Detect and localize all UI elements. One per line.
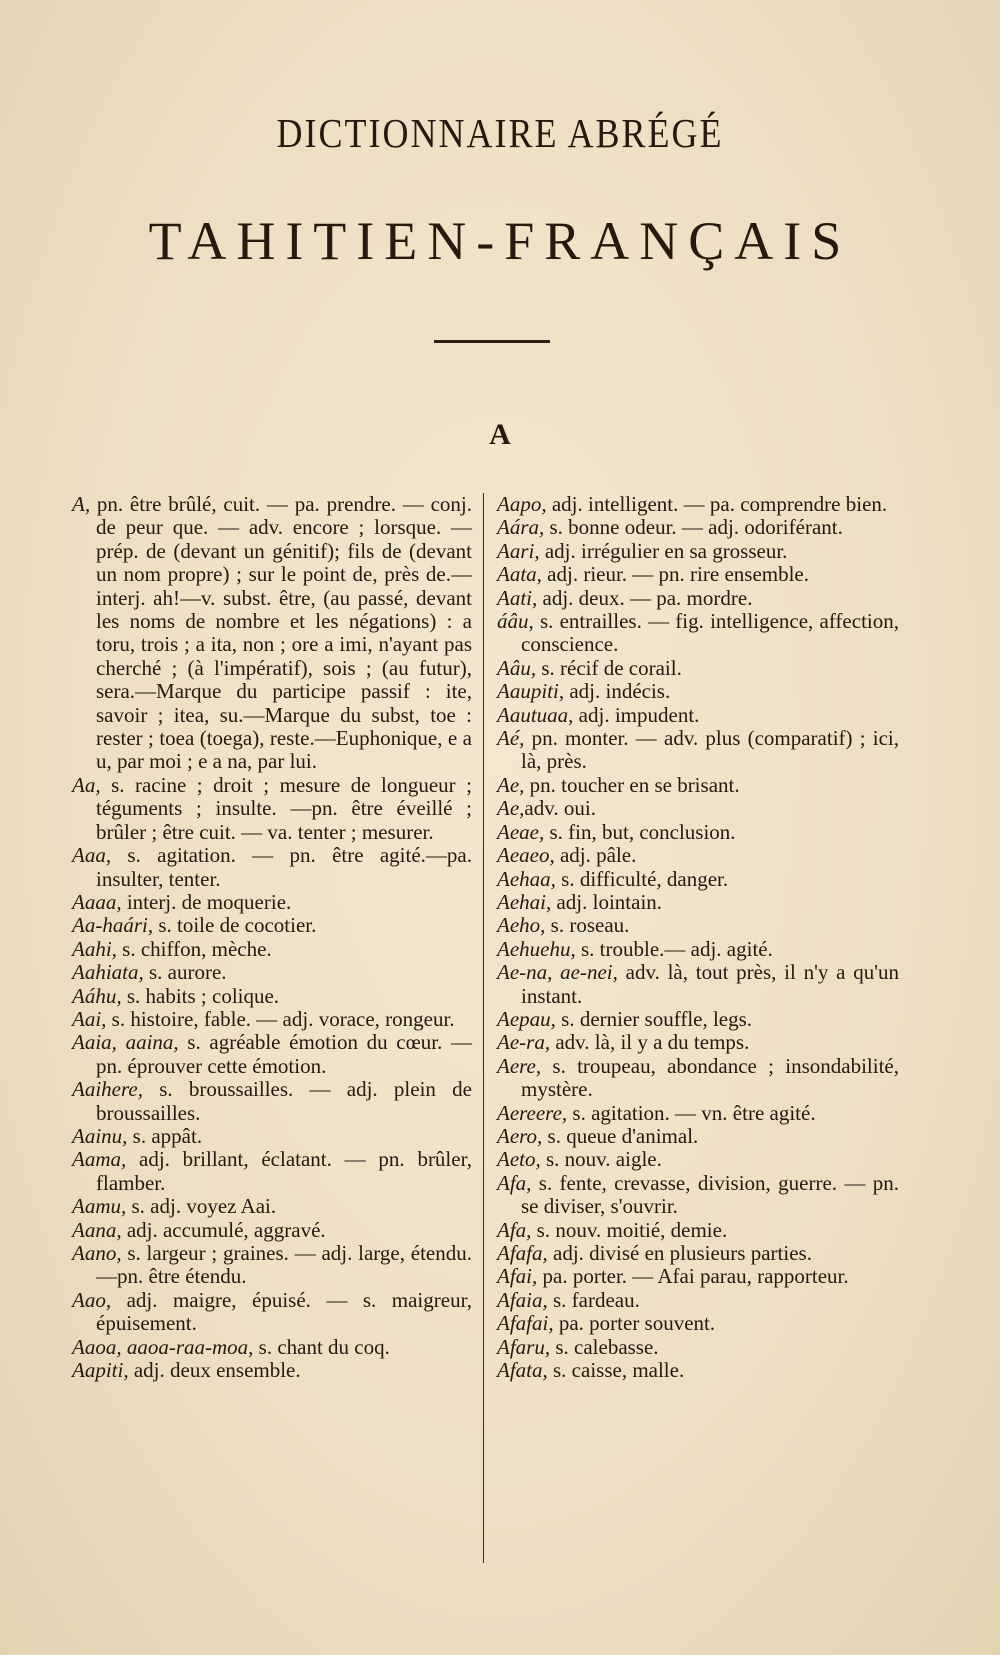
entry-headword: Aano, — [72, 1241, 122, 1265]
entry-definition: s. difficulté, danger. — [555, 866, 729, 891]
entry-definition: adj. pâle. — [554, 843, 637, 868]
entry-headword: Aaia, aaina, — [72, 1030, 179, 1055]
entry-definition: adj. indécis. — [564, 679, 671, 704]
entry-headword: Afafa, — [497, 1241, 548, 1265]
dictionary-entry — [497, 657, 899, 680]
entry-definition: s. fin, but, conclusion. — [544, 819, 736, 844]
entry-definition: pn. toucher en se brisant. — [524, 772, 740, 797]
dictionary-entry — [72, 1125, 472, 1148]
entry-headword: Aari, — [497, 538, 540, 563]
dictionary-entry — [497, 891, 899, 914]
entry-definition: adj. lointain. — [551, 889, 663, 914]
entry-definition: adj. deux ensemble. — [128, 1358, 301, 1383]
dictionary-entry — [497, 1336, 899, 1359]
dictionary-entry — [72, 1148, 472, 1195]
dictionary-entry — [497, 1125, 899, 1148]
entry-headword: Afata, — [497, 1358, 548, 1383]
dictionary-entry — [497, 704, 899, 727]
dictionary-entry — [72, 1195, 472, 1218]
dictionary-entry — [497, 1008, 899, 1031]
entry-headword: Aeho, — [497, 913, 546, 938]
column-divider — [483, 493, 484, 1563]
dictionary-entry — [497, 1265, 899, 1288]
dictionary-entry — [497, 914, 899, 937]
entry-definition: adv. là, tout près, il n'y a qu'un instant. — [521, 960, 899, 1008]
entry-headword: Aamu, — [72, 1194, 127, 1219]
title-rule — [434, 340, 550, 343]
entry-definition: s. adj. voyez Aai. — [126, 1194, 277, 1219]
entry-definition: s. chiffon, mèche. — [116, 936, 272, 961]
entry-definition: adj. intelligent. — pa. comprendre bien. — [546, 492, 888, 516]
entry-definition: s. agitation. — vn. être agité. — [567, 1100, 816, 1125]
entry-definition: s. agréable émotion du cœur. — pn. éprouver cette émotion. — [96, 1030, 472, 1078]
dictionary-title: DICTIONNAIRE ABRÉGÉ — [276, 110, 724, 156]
dictionary-entry — [497, 1172, 899, 1219]
dictionary-entry — [72, 914, 472, 937]
dictionary-entry — [497, 938, 899, 961]
dictionary-entry — [72, 774, 472, 844]
entry-headword: Aao, — [72, 1287, 112, 1312]
entry-headword: Afaru, — [497, 1334, 551, 1359]
dictionary-subtitle: TAHITIEN-FRANÇAIS — [148, 211, 852, 271]
entry-headword: Aáhu, — [72, 983, 122, 1008]
entry-headword: Ae-ra, — [497, 1030, 551, 1055]
dictionary-entry — [497, 540, 899, 563]
dictionary-entry — [497, 587, 899, 610]
left-column — [72, 493, 472, 1382]
dictionary-entry — [72, 938, 472, 961]
dictionary-entry — [497, 1102, 899, 1125]
entry-definition: adj. brillant, éclatant. — pn. brûler, flamber. — [96, 1147, 472, 1195]
dictionary-entry — [497, 844, 899, 867]
dictionary-entry — [72, 1336, 472, 1359]
entry-headword: Aâu, — [497, 655, 537, 680]
dictionary-entry — [497, 1359, 899, 1382]
entry-headword: Aautuaa, — [497, 702, 574, 727]
entry-headword: Afa, — [497, 1217, 532, 1242]
entry-headword: Aaihere, — [72, 1077, 143, 1102]
entry-headword: Aero, — [497, 1123, 543, 1148]
dictionary-entry — [72, 1078, 472, 1125]
entry-headword: Aé, — [497, 726, 525, 751]
entry-definition: adj. accumulé, aggravé. — [121, 1217, 326, 1242]
entry-definition: s. racine ; droit ; mesure de longueur ; téguments ; insulte. —pn. être éveillé ; brûler ; être cuit. — va. tenter ; mesurer. — [96, 772, 472, 844]
entry-headword: Aama, — [72, 1147, 127, 1172]
entry-headword: Aaupiti, — [497, 679, 565, 704]
entry-definition: s. agitation. — pn. être agité.—pa. insulter, tenter. — [96, 843, 472, 891]
dictionary-entry — [72, 985, 472, 1008]
entry-headword: A, — [72, 492, 91, 516]
entry-definition: s. toile de cocotier. — [153, 913, 317, 938]
entry-definition: s. troupeau, abondance ; insondabilité, mystère. — [521, 1053, 899, 1102]
entry-definition: pa. porter souvent. — [553, 1311, 716, 1336]
entry-definition: s. fardeau. — [547, 1287, 640, 1312]
dictionary-entry — [72, 1289, 472, 1336]
entry-headword: áâu, — [497, 609, 534, 634]
entry-headword: Afai, — [497, 1264, 538, 1289]
entry-headword: Aana, — [72, 1217, 122, 1242]
entry-definition: pn. être brûlé, cuit. — pa. prendre. — conj. de peur que. — adv. encore ; lorsque. — prép. de (devant un génitif); fils de (devant un nom propre) ; sur le point de, près de.—interj. ah!—v. subst. être, (au passé, devant les noms de nombre et les négations) : a toru, trois ; a ita, non ; ore a imi, n'ayant pas cherché ; (à l'impératif), sois ; (au futur), sera.—Marque du participe passif : ite, savoir ; itea, su.—Marque du subst, toe : rester ; toea (toega), reste.—Euphonique, e a u, par moi ; e a na, par lui. — [90, 492, 472, 774]
section-letter: A — [489, 418, 511, 451]
entry-headword: Aa, — [72, 772, 101, 797]
dictionary-entry — [497, 680, 899, 703]
dictionary-entry — [497, 868, 899, 891]
entry-headword: Aára, — [497, 515, 545, 540]
entry-headword: Aapo, — [497, 492, 547, 516]
entry-headword: Aere, — [497, 1053, 542, 1078]
entry-headword: Aeto, — [497, 1147, 541, 1172]
entry-definition: adj. rieur. — pn. rire ensemble. — [541, 562, 810, 587]
entry-definition: s. trouble.— adj. agité. — [575, 936, 773, 961]
dictionary-entry — [72, 493, 472, 774]
dictionary-entry — [72, 1242, 472, 1289]
entry-headword: Ae-na, ae-nei, — [497, 960, 618, 985]
entry-definition: s. récif de corail. — [536, 655, 682, 680]
entry-definition: adv. là, il y a du temps. — [550, 1030, 750, 1055]
dictionary-entry — [497, 797, 899, 820]
dictionary-entry — [72, 1031, 472, 1078]
dictionary-entry — [497, 1055, 899, 1102]
dictionary-entry — [497, 610, 899, 657]
entry-definition: interj. de moquerie. — [121, 889, 292, 914]
dictionary-entry — [497, 1219, 899, 1242]
dictionary-entry — [72, 1219, 472, 1242]
entry-definition: pn. monter. — adv. plus (comparatif) ; ici, là, près. — [521, 726, 899, 774]
entry-definition: adv. oui. — [524, 796, 596, 821]
entry-definition: pa. porter. — Afai parau, rapporteur. — [537, 1264, 849, 1289]
dictionary-entry — [497, 1242, 899, 1265]
entry-definition: s. dernier souffle, legs. — [555, 1006, 753, 1031]
entry-headword: Afa, — [497, 1170, 532, 1195]
entry-headword: Ae, — [497, 796, 525, 821]
dictionary-entry — [497, 1148, 899, 1171]
dictionary-entry — [497, 1031, 899, 1054]
entry-headword: Afafai, — [497, 1311, 554, 1336]
dictionary-entry — [72, 844, 472, 891]
entry-headword: Aahiata, — [72, 960, 144, 985]
right-column — [497, 493, 899, 1382]
dictionary-entry — [497, 1312, 899, 1335]
entry-definition: s. nouv. moitié, demie. — [531, 1217, 728, 1242]
entry-headword: Aepau, — [497, 1006, 556, 1031]
entry-headword: Aehaa, — [497, 866, 556, 891]
entry-headword: Aati, — [497, 585, 538, 610]
entry-definition: s. chant du coq. — [253, 1334, 390, 1359]
entry-headword: Aaa, — [72, 843, 112, 868]
entry-headword: Aahi, — [72, 936, 117, 961]
entry-headword: Aainu, — [72, 1123, 128, 1148]
entry-definition: s. entrailles. — fig. intelligence, affection, conscience. — [521, 609, 899, 657]
entry-definition: s. largeur ; graines. — adj. large, étendu.—pn. être étendu. — [96, 1241, 472, 1289]
dictionary-entry — [497, 774, 899, 797]
dictionary-entry — [497, 516, 899, 539]
dictionary-entry — [72, 961, 472, 984]
entry-definition: s. appât. — [127, 1123, 203, 1148]
dictionary-entry — [497, 961, 899, 1008]
entry-definition: s. fente, crevasse, division, guerre. — pn. se diviser, s'ouvrir. — [521, 1170, 899, 1219]
entry-definition: s. histoire, fable. — adj. vorace, rongeur. — [106, 1006, 455, 1031]
entry-headword: Aapiti, — [72, 1358, 129, 1383]
entry-headword: Aaaa, — [72, 889, 122, 914]
entry-definition: s. roseau. — [545, 913, 630, 938]
entry-headword: Aeae, — [497, 819, 545, 844]
dictionary-entry — [497, 727, 899, 774]
entry-definition: s. caisse, malle. — [547, 1358, 685, 1383]
entry-definition: s. queue d'animal. — [542, 1123, 699, 1148]
dictionary-entry — [72, 891, 472, 914]
entry-headword: Aehuehu, — [497, 936, 576, 961]
entry-headword: Aai, — [72, 1006, 107, 1031]
entry-headword: Ae, — [497, 772, 525, 797]
entry-definition: s. aurore. — [143, 960, 227, 985]
entry-definition: adj. deux. — pa. mordre. — [537, 585, 753, 610]
dictionary-entry — [72, 1008, 472, 1031]
entry-headword: Afaia, — [497, 1287, 548, 1312]
entry-definition: s. bonne odeur. — adj. odoriférant. — [544, 515, 843, 540]
dictionary-entry — [497, 563, 899, 586]
entry-definition: s. nouv. aigle. — [540, 1147, 662, 1172]
entry-definition: adj. impudent. — [573, 702, 700, 727]
entry-headword: Aehai, — [497, 889, 552, 914]
entry-definition: adj. irrégulier en sa grosseur. — [539, 538, 788, 563]
entry-definition: adj. divisé en plusieurs parties. — [547, 1241, 812, 1265]
entry-definition: s. habits ; colique. — [121, 983, 280, 1008]
dictionary-entry — [497, 821, 899, 844]
entry-definition: s. calebasse. — [550, 1334, 659, 1359]
dictionary-entry — [497, 1289, 899, 1312]
entry-definition: adj. maigre, épuisé. — s. maigreur, épuisement. — [96, 1287, 472, 1336]
entry-headword: Aaoa, aaoa-raa-moa, — [72, 1334, 254, 1359]
entry-definition: s. broussailles. — adj. plein de broussailles. — [96, 1077, 472, 1125]
dictionary-entry — [72, 1359, 472, 1382]
dictionary-entry — [497, 493, 899, 516]
entry-headword: Aeaeo, — [497, 843, 555, 868]
entry-headword: Aa-haári, — [72, 913, 154, 938]
entry-headword: Aereere, — [497, 1100, 568, 1125]
entry-headword: Aata, — [497, 562, 542, 587]
